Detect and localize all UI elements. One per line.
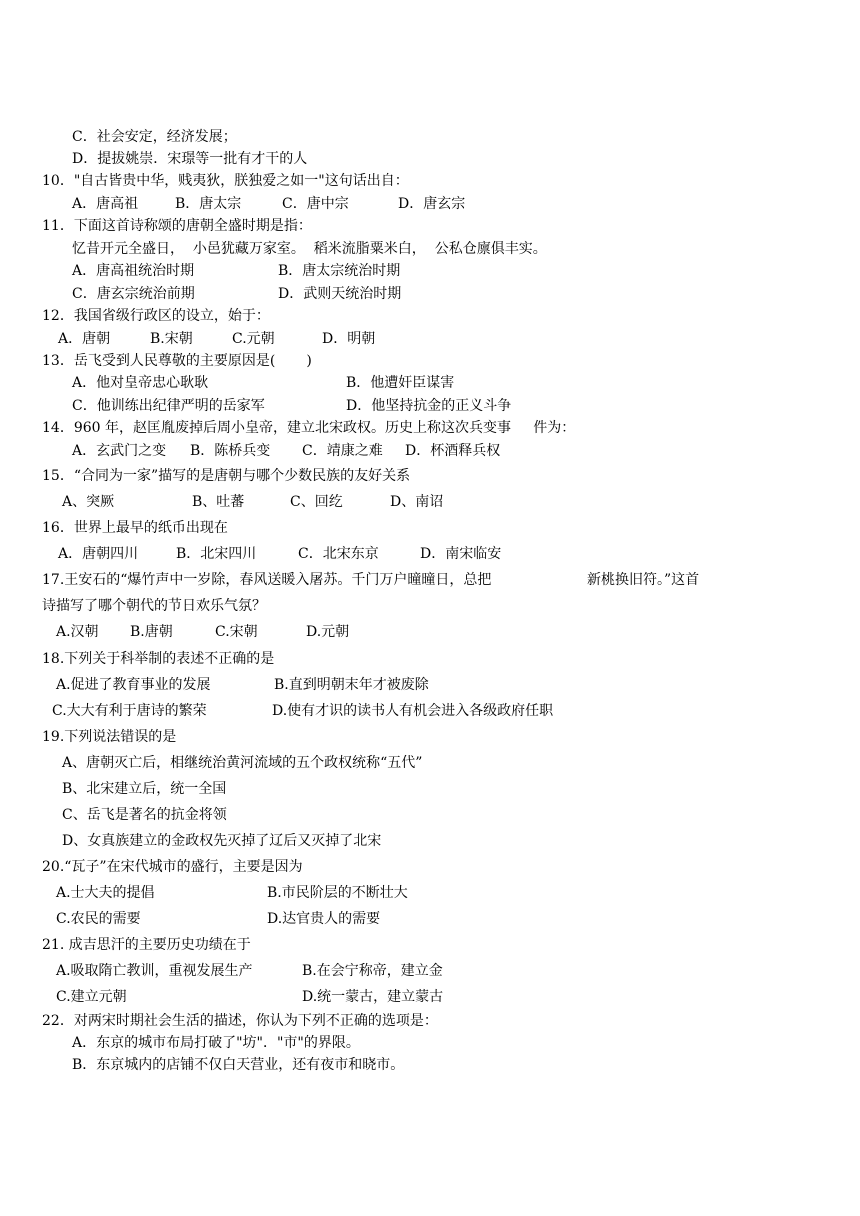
q13-option-a: A．他对皇帝忠心耿耿	[72, 375, 209, 391]
q16-option-b: B．北宋四川	[176, 546, 257, 562]
q14-option-c: C．靖康之难	[302, 443, 383, 459]
q11-option-a: A．唐高祖统治时期	[72, 263, 195, 279]
q9-option-c: C．社会安定，经济发展；	[72, 129, 237, 145]
q19-option-d: D、女真族建立的金政权先灭掉了辽后又灭掉了北宋	[62, 833, 382, 849]
q17-stem-line2: 诗描写了哪个朝代的节日欢乐气氛？	[42, 598, 266, 614]
q22-option-b: B．东京城内的店铺不仅白天营业，还有夜市和晓市。	[72, 1057, 405, 1073]
q17-option-d: D.元朝	[306, 624, 350, 640]
q20-option-b: B.市民阶层的不断壮大	[267, 885, 408, 901]
q19-option-b: B、北宋建立后，统一全国	[62, 781, 227, 797]
q13-option-c: C．他训练出纪律严明的岳家军	[72, 398, 265, 414]
q21-option-a: A.吸取隋亡教训，重视发展生产	[56, 963, 253, 979]
q17-option-b: B.唐朝	[130, 624, 173, 640]
q17-option-c: C.宋朝	[215, 624, 258, 640]
q12-option-d: D．明朝	[322, 331, 376, 347]
q12-option-b: B.宋朝	[150, 331, 193, 347]
q9-option-d: D．提拔姚崇．宋璟等一批有才干的人	[72, 151, 308, 167]
q17-stem-part1: 17.王安石的“爆竹声中一岁除，春风送暖入屠苏。千门万户曈曈日，总把	[42, 572, 492, 588]
q11-poem: 忆昔开元全盛日， 小邑犹藏万家室。 稻米流脂粟米白， 公私仓廪俱丰实。	[72, 241, 547, 257]
q10-stem: 10．"自古皆贵中华，贱夷狄，朕独爱之如一"这句话出自：	[42, 173, 409, 189]
q16-stem: 16．世界上最早的纸币出现在	[42, 520, 228, 536]
q11-option-b: B．唐太宗统治时期	[278, 263, 401, 279]
q17-option-a: A.汉朝	[56, 624, 99, 640]
q11-stem: 11．下面这首诗称颂的唐朝全盛时期是指：	[42, 218, 312, 234]
q10-option-c: C．唐中宗	[282, 196, 349, 212]
q15-option-a: A、突厥	[62, 494, 115, 510]
q18-option-b: B.直到明朝末年才被废除	[274, 677, 429, 693]
q15-option-c: C、回纥	[290, 494, 343, 510]
q10-option-a: A．唐高祖	[72, 196, 139, 212]
q13-option-d: D．他坚持抗金的正义斗争	[346, 398, 512, 414]
q15-option-d: D、南诏	[390, 494, 444, 510]
q17-stem-part2: 新桃换旧符。”这首	[587, 572, 700, 588]
q20-stem: 20.“瓦子”在宋代城市的盛行，主要是因为	[42, 859, 303, 875]
q20-option-c: C.农民的需要	[56, 911, 141, 927]
q21-option-b: B.在会宁称帝，建立金	[302, 963, 443, 979]
q10-option-d: D．唐玄宗	[398, 196, 466, 212]
q10-option-b: B．唐太宗	[175, 196, 242, 212]
q11-option-d: D．武则天统治时期	[278, 286, 402, 302]
q21-stem: 21. 成吉思汗的主要历史功绩在于	[42, 937, 251, 953]
q14-option-d: D．杯酒释兵权	[405, 443, 501, 459]
q20-option-a: A.士大夫的提倡	[56, 885, 155, 901]
q18-option-a: A.促进了教育事业的发展	[56, 677, 211, 693]
q19-stem: 19.下列说法错误的是	[42, 729, 177, 745]
q14-option-a: A．玄武门之变	[72, 443, 167, 459]
q12-option-a: A．唐朝	[58, 331, 111, 347]
q15-stem: 15．“合同为一家”描写的是唐朝与哪个少数民族的友好关系	[42, 468, 411, 484]
q18-option-d: D.使有才识的读书人有机会进入各级政府任职	[272, 703, 554, 719]
q19-option-c: C、岳飞是著名的抗金将领	[62, 807, 227, 823]
q14-option-b: B．陈桥兵变	[190, 443, 271, 459]
q12-stem: 12．我国省级行政区的设立，始于：	[42, 308, 270, 324]
q16-option-d: D．南宋临安	[420, 546, 502, 562]
q22-stem: 22．对两宋时期社会生活的描述，你认为下列不正确的选项是：	[42, 1013, 438, 1029]
q15-option-b: B、吐蕃	[192, 494, 245, 510]
q11-option-c: C．唐玄宗统治前期	[72, 286, 195, 302]
q13-option-b: B．他遭奸臣谋害	[346, 375, 455, 391]
q20-option-d: D.达官贵人的需要	[267, 911, 381, 927]
q18-option-c: C.大大有利于唐诗的繁荣	[52, 703, 207, 719]
q16-option-c: C．北宋东京	[298, 546, 379, 562]
q22-option-a: A．东京的城市布局打破了"坊"．"市"的界限。	[72, 1035, 360, 1051]
q13-stem: 13．岳飞受到人民尊敬的主要原因是( )	[42, 353, 312, 369]
q18-stem: 18.下列关于科举制的表述不正确的是	[42, 651, 275, 667]
q12-option-c: C.元朝	[232, 331, 275, 347]
q16-option-a: A．唐朝四川	[58, 546, 139, 562]
q21-option-c: C.建立元朝	[56, 989, 127, 1005]
q19-option-a: A、唐朝灭亡后，相继统治黄河流域的五个政权统称“五代”	[62, 755, 423, 771]
q14-stem: 14．960 年，赵匡胤废掉后周小皇帝，建立北宋政权。历史上称这次兵变事 件为：	[42, 420, 576, 436]
q21-option-d: D.统一蒙古，建立蒙古	[302, 989, 444, 1005]
